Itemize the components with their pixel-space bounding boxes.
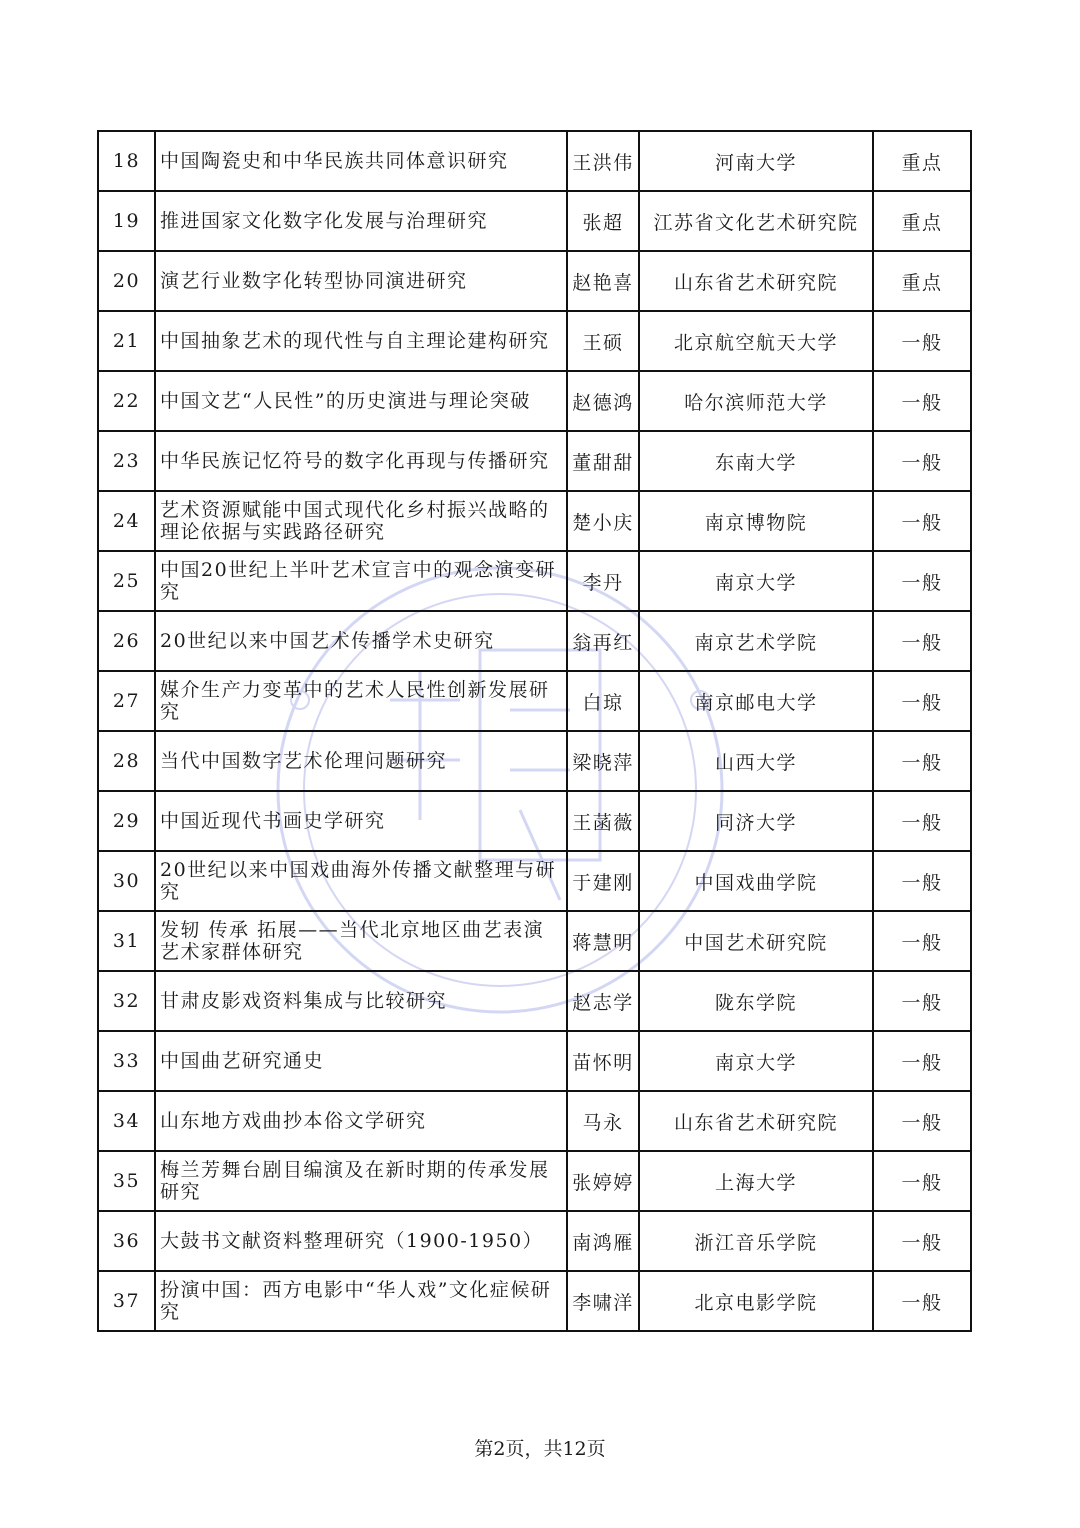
project-level: 一般 [873,791,971,851]
institution: 北京电影学院 [639,1271,873,1331]
row-number: 27 [98,671,155,731]
institution: 河南大学 [639,131,873,191]
row-number: 37 [98,1271,155,1331]
row-number: 22 [98,371,155,431]
project-leader: 赵艳喜 [567,251,639,311]
row-number: 30 [98,851,155,911]
table-row [98,851,971,911]
project-title: 中国文艺“人民性”的历史演进与理论突破 [155,371,567,431]
project-level: 一般 [873,971,971,1031]
table-row [98,371,971,431]
project-title: 当代中国数字艺术伦理问题研究 [155,731,567,791]
institution: 北京航空航天大学 [639,311,873,371]
institution: 南京艺术学院 [639,611,873,671]
project-title: 中华民族记忆符号的数字化再现与传播研究 [155,431,567,491]
row-number: 33 [98,1031,155,1091]
page-footer: 第2页，共12页 [474,1438,606,1460]
project-level: 一般 [873,1031,971,1091]
row-number: 29 [98,791,155,851]
table-row [98,431,971,491]
project-title: 中国近现代书画史学研究 [155,791,567,851]
project-level: 一般 [873,1271,971,1331]
row-number: 31 [98,911,155,971]
project-leader: 董甜甜 [567,431,639,491]
row-number: 23 [98,431,155,491]
project-level: 一般 [873,311,971,371]
table-row [98,491,971,551]
project-level: 重点 [873,131,971,191]
project-title: 推进国家文化数字化发展与治理研究 [155,191,567,251]
project-title: 甘肃皮影戏资料集成与比较研究 [155,971,567,1031]
project-table [97,130,972,1332]
table-row [98,191,971,251]
table-row [98,971,971,1031]
table-row [98,131,971,191]
project-level: 重点 [873,251,971,311]
project-level: 一般 [873,1151,971,1211]
table-row [98,1091,971,1151]
institution: 南京邮电大学 [639,671,873,731]
table-row [98,1031,971,1091]
row-number: 32 [98,971,155,1031]
project-title: 20世纪以来中国艺术传播学术史研究 [155,611,567,671]
row-number: 28 [98,731,155,791]
project-level: 一般 [873,371,971,431]
project-level: 一般 [873,731,971,791]
institution: 浙江音乐学院 [639,1211,873,1271]
project-title: 中国陶瓷史和中华民族共同体意识研究 [155,131,567,191]
table-row [98,791,971,851]
row-number: 18 [98,131,155,191]
row-number: 26 [98,611,155,671]
project-title: 山东地方戏曲抄本俗文学研究 [155,1091,567,1151]
row-number: 20 [98,251,155,311]
project-leader: 张超 [567,191,639,251]
row-number: 35 [98,1151,155,1211]
project-leader: 王硕 [567,311,639,371]
project-title: 发轫 传承 拓展——当代北京地区曲艺表演艺术家群体研究 [155,911,567,971]
project-level: 一般 [873,1211,971,1271]
project-title: 梅兰芳舞台剧目编演及在新时期的传承发展研究 [155,1151,567,1211]
project-level: 一般 [873,431,971,491]
project-leader: 王菡薇 [567,791,639,851]
project-level: 一般 [873,671,971,731]
table-row [98,911,971,971]
project-leader: 楚小庆 [567,491,639,551]
project-leader: 李啸洋 [567,1271,639,1331]
project-leader: 蒋慧明 [567,911,639,971]
institution: 同济大学 [639,791,873,851]
row-number: 36 [98,1211,155,1271]
project-leader: 张婷婷 [567,1151,639,1211]
project-title: 中国20世纪上半叶艺术宣言中的观念演变研究 [155,551,567,611]
project-title: 中国曲艺研究通史 [155,1031,567,1091]
institution: 南京大学 [639,1031,873,1091]
project-level: 一般 [873,491,971,551]
row-number: 25 [98,551,155,611]
project-title: 20世纪以来中国戏曲海外传播文献整理与研究 [155,851,567,911]
project-level: 一般 [873,911,971,971]
institution: 南京大学 [639,551,873,611]
project-level: 一般 [873,851,971,911]
project-leader: 翁再红 [567,611,639,671]
project-title: 扮演中国：西方电影中“华人戏”文化症候研究 [155,1271,567,1331]
project-leader: 赵德鸿 [567,371,639,431]
project-level: 一般 [873,611,971,671]
institution: 中国艺术研究院 [639,911,873,971]
institution: 山东省艺术研究院 [639,1091,873,1151]
project-leader: 王洪伟 [567,131,639,191]
institution: 南京博物院 [639,491,873,551]
institution: 东南大学 [639,431,873,491]
institution: 江苏省文化艺术研究院 [639,191,873,251]
row-number: 34 [98,1091,155,1151]
institution: 中国戏曲学院 [639,851,873,911]
project-level: 重点 [873,191,971,251]
institution: 陇东学院 [639,971,873,1031]
table-row [98,1151,971,1211]
project-leader: 马永 [567,1091,639,1151]
table-row [98,251,971,311]
table-row [98,731,971,791]
row-number: 24 [98,491,155,551]
row-number: 21 [98,311,155,371]
table-row [98,1211,971,1271]
project-title: 大鼓书文献资料整理研究（1900-1950） [155,1211,567,1271]
project-leader: 赵志学 [567,971,639,1031]
row-number: 19 [98,191,155,251]
project-title: 演艺行业数字化转型协同演进研究 [155,251,567,311]
institution: 山东省艺术研究院 [639,251,873,311]
table-row [98,1271,971,1331]
institution: 山西大学 [639,731,873,791]
project-leader: 于建刚 [567,851,639,911]
institution: 哈尔滨师范大学 [639,371,873,431]
project-level: 一般 [873,551,971,611]
table-row [98,671,971,731]
table-row [98,311,971,371]
table-row [98,551,971,611]
project-level: 一般 [873,1091,971,1151]
project-title: 中国抽象艺术的现代性与自主理论建构研究 [155,311,567,371]
project-leader: 梁晓萍 [567,731,639,791]
project-leader: 苗怀明 [567,1031,639,1091]
project-title: 艺术资源赋能中国式现代化乡村振兴战略的理论依据与实践路径研究 [155,491,567,551]
project-title: 媒介生产力变革中的艺术人民性创新发展研究 [155,671,567,731]
project-leader: 白琼 [567,671,639,731]
institution: 上海大学 [639,1151,873,1211]
table-row [98,611,971,671]
project-leader: 李丹 [567,551,639,611]
project-leader: 南鸿雁 [567,1211,639,1271]
